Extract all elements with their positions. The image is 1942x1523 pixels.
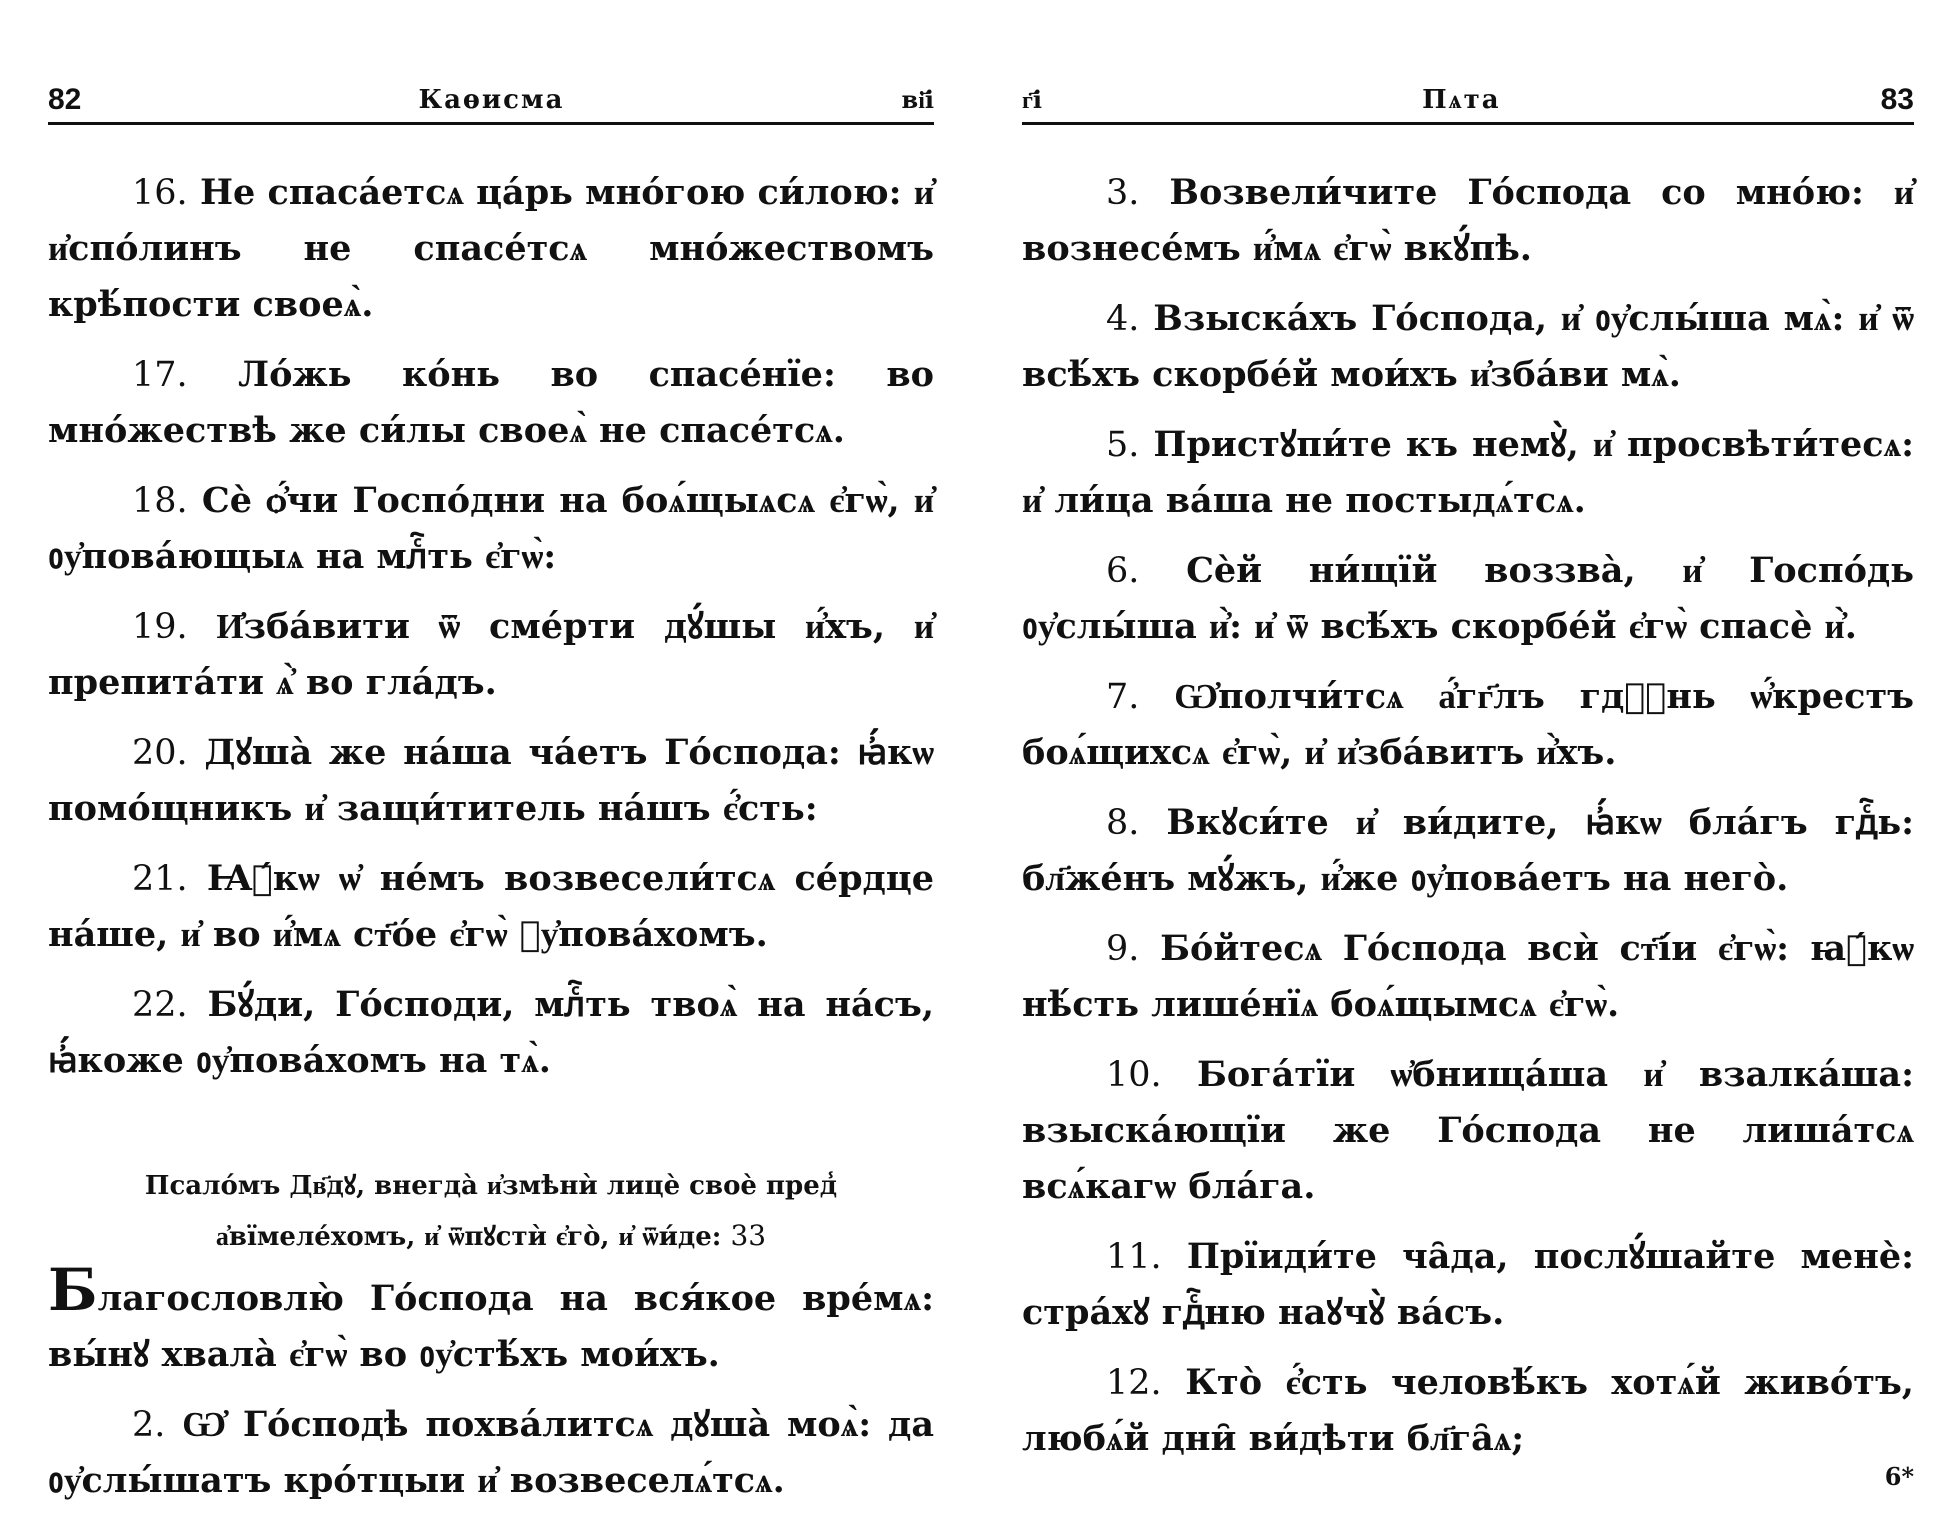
- verse-19: [48, 599, 934, 711]
- verse-18: [48, 473, 934, 585]
- verse-17: [48, 347, 934, 459]
- verse-text: Сѐй ни́щїй воззва̀, и҆ Госпо́дь ᲂу҆слы́ша и҆̀: и҆ ѿ всѣ́хъ скорбе́й є҆гѡ̀ спасѐ и҆̀.: [1022, 550, 1915, 647]
- verse-number: 19.: [132, 607, 188, 647]
- verse-number: 11.: [1106, 1237, 1162, 1277]
- verse-number: 9.: [1106, 929, 1140, 969]
- right-page-header: [1022, 78, 1914, 125]
- verse-text: Ꙗ҆́кѡ ѡ҆ не́мъ возвесели́тсѧ се́рдце на́ше, и҆ во и҆́мѧ ст҃о́е є҆гѡ̀ ᲂу҆пова́хомъ.: [48, 858, 934, 955]
- verse-number: 17.: [132, 355, 188, 395]
- verse-text: Не спаса́етсѧ ца́рь мно́гою си́лою: и҆ и҆спо́линъ не спасе́тсѧ мно́жествомъ крѣ́пости своеѧ̀.: [48, 172, 935, 325]
- psalm-title-text: Псало́мъ Дв҃дꙋ, внегда̀ и҆змѣнѝ лицѐ своѐ пред̾ а҆вїмеле́хомъ, и҆ ѿпꙋстѝ є҆го̀, и҆ ѿи́де:: [144, 1171, 838, 1252]
- verse-number: 6.: [1106, 551, 1140, 591]
- verse-7: [1022, 669, 1914, 781]
- verse-22: [48, 977, 934, 1089]
- verse-number: 2.: [132, 1405, 166, 1445]
- verse-8: [1022, 795, 1914, 907]
- left-page-header: [48, 78, 934, 125]
- kathisma-number: г҃і: [1022, 85, 1043, 114]
- verse-6: [1022, 543, 1914, 655]
- verse-number: 7.: [1106, 677, 1140, 717]
- verse-number: 12.: [1106, 1363, 1162, 1403]
- verse-number: 22.: [132, 985, 188, 1025]
- verse-number: 5.: [1106, 425, 1140, 465]
- printer-signature-mark: 6*: [1884, 1462, 1914, 1491]
- verse-number: 20.: [132, 733, 188, 773]
- psalm-33-verse-2: [48, 1397, 934, 1509]
- right-page-body: [1022, 165, 1914, 1481]
- verse-21: [48, 851, 934, 963]
- verse-4: [1022, 291, 1914, 403]
- left-page-body: [48, 165, 934, 1523]
- verse-text: Кто̀ є҆́сть человѣ́къ хотѧ́й живо́тъ, любѧ́й дни̑ ви́дѣти бл҃га̑ѧ;: [1022, 1362, 1914, 1459]
- verse-11: [1022, 1229, 1914, 1341]
- verse-12: [1022, 1355, 1914, 1467]
- verse-text: Пристꙋпи́те къ немꙋ̀, и҆ просвѣти́тесѧ: и҆ ли́ца ва́ша не постыдѧ́тсѧ.: [1022, 424, 1914, 521]
- verse-text: Бꙋ́ди, Го́споди, млⷭ҇ть твоѧ̀ на на́съ, ꙗ҆́коже ᲂу҆пова́хомъ на тѧ̀.: [48, 984, 935, 1081]
- verse-text: Вкꙋси́те и҆ ви́дите, ꙗ҆́кѡ бла́гъ гдⷭ҇ь: бл҃же́нъ мꙋ́жъ, и҆́же ᲂу҆пова́етъ на него̀.: [1022, 802, 1914, 899]
- verse-number: 21.: [132, 859, 188, 899]
- verse-16: [48, 165, 934, 333]
- verse-text: Возвели́чите Го́спода со мно́ю: и҆ вознесе́мъ и҆́мѧ є҆гѡ̀ вкꙋ́пѣ.: [1022, 172, 1915, 269]
- page-number: 83: [1880, 83, 1914, 116]
- verse-number: 10.: [1106, 1055, 1162, 1095]
- psalm-title: [48, 1161, 934, 1262]
- verse-20: [48, 725, 934, 837]
- verse-number: 16.: [132, 173, 188, 213]
- verse-number: 4.: [1106, 299, 1140, 339]
- right-page: [1010, 0, 1942, 1500]
- drop-cap-initial: Б: [48, 1256, 98, 1324]
- verse-text: Прїиди́те ча̑да, послꙋ́шайте менѐ: стра́хꙋ гдⷭ҇ню наꙋчꙋ̀ ва́съ.: [1022, 1236, 1915, 1333]
- kathisma-number: ві҃і: [901, 85, 934, 114]
- verse-text: Бо́йтесѧ Го́спода всѝ ст҃і́и є҆гѡ̀: ꙗ҆́кѡ нѣ́сть лише́нїѧ боѧ́щымсѧ є҆гѡ̀.: [1022, 928, 1915, 1025]
- psalm-33-verse-1: [48, 1256, 934, 1383]
- running-title: Каѳисма: [418, 85, 565, 115]
- verse-number: 3.: [1106, 173, 1140, 213]
- psalm-number: 33: [730, 1219, 767, 1252]
- verse-text: Дꙋша̀ же на́ша ча́етъ Го́спода: ꙗ҆́кѡ помо́щникъ и҆ защи́титель на́шъ є҆́сть:: [48, 732, 934, 829]
- verse-9: [1022, 921, 1914, 1033]
- verse-number: 18.: [132, 481, 188, 521]
- verse-text: Бога́тїи ѡ҆бнища́ша и҆ взалка́ша: взыска́ющїи же Го́спода не лиша́тсѧ всѧ́кагѡ бла́га.: [1022, 1054, 1914, 1207]
- verse-text: Ѡ҆ Го́сподѣ похва́литсѧ дꙋша̀ моѧ̀: да ᲂу҆слы́шатъ кро́тцыи и҆ возвеселѧ́тсѧ.: [48, 1404, 934, 1501]
- verse-text: Взыска́хъ Го́спода, и҆ ᲂу҆слы́ша мѧ̀: и҆ ѿ всѣ́хъ скорбе́й мои́хъ и҆зба́ви мѧ̀.: [1022, 298, 1914, 395]
- verse-text: Сѐ ѻ҆́чи Госпо́дни на боѧ́щыѧсѧ є҆гѡ̀, и҆ ᲂу҆пова́ющыѧ на млⷭ҇ть є҆гѡ̀:: [48, 480, 935, 577]
- verse-5: [1022, 417, 1914, 529]
- verse-text: Ло́жь ко́нь во спасе́нїе: во мно́жествѣ же си́лы своеѧ̀ не спасе́тсѧ.: [48, 354, 934, 451]
- verse-text: И҆зба́вити ѿ сме́рти дꙋ́шы и҆́хъ, и҆ препита́ти ѧ҆̀ во гла́дъ.: [48, 606, 934, 703]
- verse-number: 8.: [1106, 803, 1140, 843]
- verse-3: [1022, 165, 1914, 277]
- verse-10: [1022, 1047, 1914, 1215]
- verse-text: лагословлю̀ Го́спода на вся́кое вре́мѧ: вы́нꙋ хвала̀ є҆гѡ̀ во ᲂу҆стѣ́хъ мои́хъ.: [48, 1278, 934, 1375]
- verse-text: Ѡ҆полчи́тсѧ а҆́гг҃лъ гдⷭ҇нь ѡ҆́крестъ боѧ́щихсѧ є҆гѡ̀, и҆ и҆зба́витъ и҆̀хъ.: [1022, 676, 1915, 773]
- running-title: Пѧта: [1422, 85, 1501, 115]
- left-page: [0, 0, 970, 1500]
- page-number: 82: [48, 83, 82, 116]
